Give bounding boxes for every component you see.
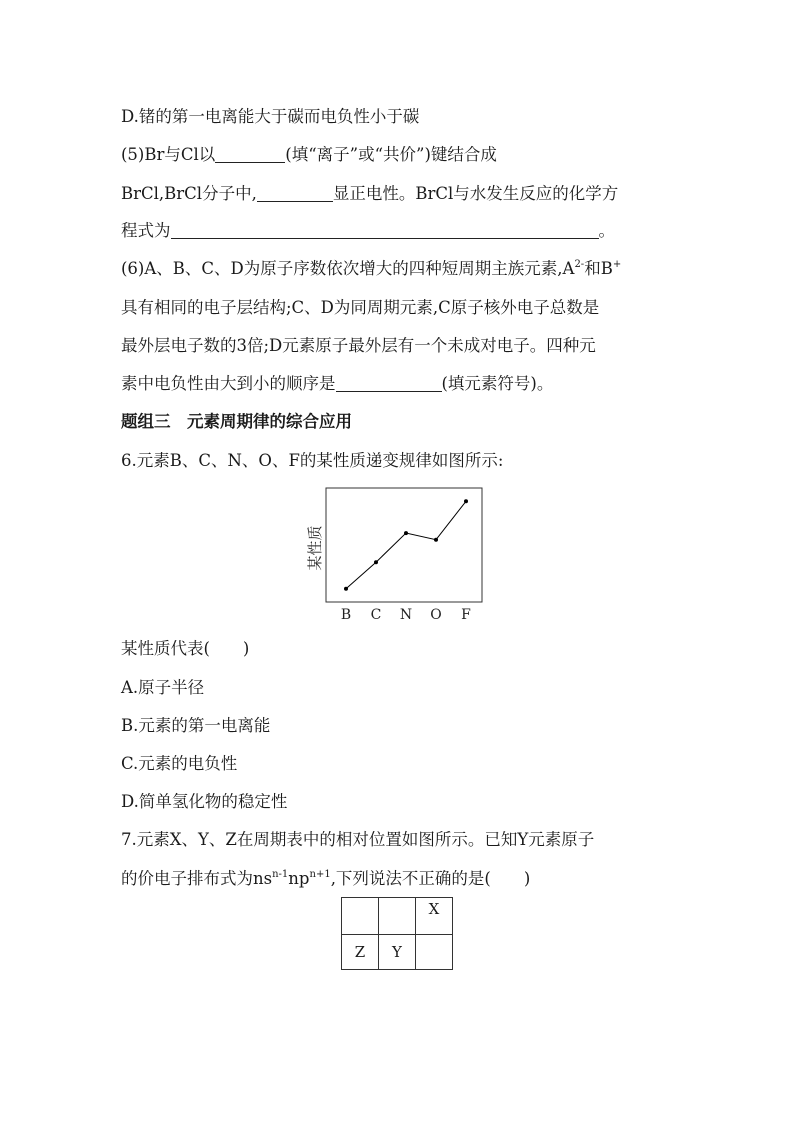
table-cell: Z	[342, 935, 379, 970]
y-axis-label: 某性质	[306, 525, 324, 571]
answer-blank[interactable]	[215, 144, 285, 163]
option-a[interactable]: A.原子半径	[121, 678, 205, 697]
x-tick-label: B	[340, 607, 352, 623]
data-point-F	[464, 499, 468, 503]
data-point-B	[344, 587, 348, 591]
table-cell	[342, 898, 379, 935]
table-cell: X	[416, 898, 453, 935]
x-tick-label: O	[430, 607, 442, 623]
data-point-N	[404, 531, 408, 535]
data-point-C	[374, 560, 378, 564]
question-5-line-2: BrCl,BrCl分子中, 显正电性。BrCl与水发生反应的化学方	[121, 184, 619, 203]
question-6-prompt: 某性质代表( )	[121, 639, 250, 658]
option-b[interactable]: B.元素的第一电离能	[121, 716, 271, 735]
answer-blank[interactable]	[336, 373, 442, 392]
series-line	[346, 501, 466, 588]
x-tick-label: F	[461, 607, 471, 623]
section-heading: 题组三 元素周期律的综合应用	[121, 412, 352, 431]
property-trend-chart	[300, 480, 490, 625]
question-5-line-1: (5)Br与Cl以 (填“离子”或“共价”)键结合成	[121, 145, 497, 164]
plot-frame	[326, 488, 482, 602]
option-d[interactable]: D.简单氢化物的稳定性	[121, 792, 288, 811]
question-5-line-3: 程式为 。	[121, 221, 615, 240]
table-cell	[379, 898, 416, 935]
question-6-line-1: (6)A、B、C、D为原子序数依次增大的四种短周期主族元素$,A^{2-}$和B+	[121, 259, 622, 278]
table-cell: Y	[379, 935, 416, 970]
table-cell	[416, 935, 453, 970]
question-6-stem: 6.元素B、C、N、O、F的某性质递变规律如图所示:	[121, 451, 504, 470]
periodic-table-fragment	[341, 897, 453, 970]
answer-blank[interactable]	[257, 183, 333, 202]
question-7-line-1: 7.元素X、Y、Z在周期表中的相对位置如图所示。已知Y元素原子	[121, 830, 595, 849]
question-7-line-2: 的价电子排布式为$ns^{n-1}np^{n+1}$,下列说法不正确的是( )	[121, 869, 531, 888]
data-point-O	[434, 538, 438, 542]
x-tick-label: N	[399, 607, 413, 623]
question-6-line-2: 具有相同的电子层结构;C、D为同周期元素,C原子核外电子总数是	[121, 298, 600, 317]
question-6-line-3: 最外层电子数的3倍;D元素原子最外层有一个未成对电子。四种元	[121, 336, 596, 355]
question-6-line-4: 素中电负性由大到小的顺序是 (填元素符号)。	[121, 374, 554, 393]
x-tick-label: C	[370, 607, 382, 623]
answer-blank[interactable]	[171, 220, 599, 239]
option-d-prev: D.锗的第一电离能大于碳而电负性小于碳	[121, 107, 420, 126]
option-c[interactable]: C.元素的电负性	[121, 754, 238, 773]
